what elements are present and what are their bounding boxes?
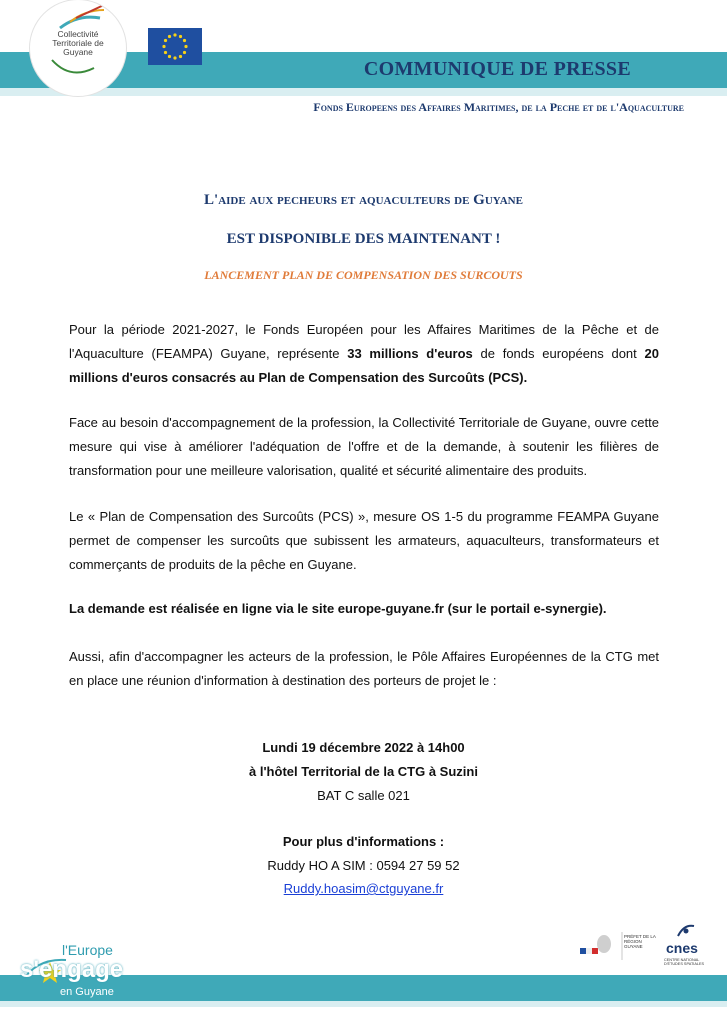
press-release-title: COMMUNIQUE DE PRESSE: [363, 58, 631, 80]
event-room: BAT C salle 021: [317, 788, 410, 803]
fund-subtitle: Fonds Europeens des Affaires Maritimes, de la Peche et de l'Aquaculture: [313, 100, 684, 114]
event-place: à l'hôtel Territorial de la CTG à Suzini: [249, 764, 478, 779]
europe-logo-line3: en Guyane: [60, 986, 114, 998]
cnes-subtitle: CENTRE NATIONAL D'ÉTUDES SPATIALES: [664, 958, 705, 966]
main-heading: L'aide aux pecheurs et aquaculteurs de Guyane: [204, 192, 523, 208]
p1-amount-20m: 20 millions d'euros consacrés au Plan de Compensation des Surcoûts (PCS).: [69, 346, 659, 385]
paragraph-measure: Face au besoin d'accompagnement de la profession, la Collectivité Territoriale de Guyane, ouvre cette mesure qui vise à améliorer l'adéquation de l'offre et de la demande, à soutenir les filières de transformation pour une meilleure valorisation, qualité et sécurité alimentaire des produits.: [69, 415, 659, 478]
ctg-logo: [30, 0, 126, 96]
eu-flag-icon: [148, 28, 202, 65]
paragraph-funding: [69, 318, 659, 390]
contact-email-link[interactable]: Ruddy.hoasim@ctguyane.fr: [283, 881, 444, 896]
contact-email-row: [0, 881, 727, 896]
prefet-text: PRÉFET DE LA RÉGION GUYANE: [624, 934, 656, 949]
cnes-swoosh-icon: [676, 922, 696, 940]
event-date: Lundi 19 décembre 2022 à 14h00: [262, 740, 465, 755]
launch-subheading: LANCEMENT PLAN DE COMPENSATION DES SURCOUTS: [204, 268, 523, 282]
europe-logo-line1: l'Europe: [62, 942, 113, 958]
availability-heading: EST DISPONIBLE DES MAINTENANT !: [226, 231, 501, 247]
contact-name-phone: Ruddy HO A SIM : 0594 27 59 52: [267, 858, 460, 873]
paragraph-pcs: Le « Plan de Compensation des Surcoûts (PCS) », mesure OS 1-5 du programme FEAMPA Guyane permet de compenser les surcoûts que subissent les armateurs, aquaculteurs, transformateurs et commerçants de produits de la pêche en Guyane.: [69, 509, 659, 572]
paragraph-meeting: Aussi, afin d'accompagner les acteurs de la profession, le Pôle Affaires Européennes de la CTG met en place une réunion d'information à destination des porteurs de projet le :: [69, 649, 659, 688]
p1-text-c: de fonds européens dont: [472, 346, 645, 361]
cnes-logo: cnes: [666, 940, 698, 956]
paragraph-online-request: La demande est réalisée en ligne via le site europe-guyane.fr (sur le portail e-synergie).: [69, 601, 607, 616]
p1-text-a: Pour la période 2021-2027, le Fonds Européen pour les Affaires Maritimes de la Pêche et de l'Aquaculture (FEAMPA) Guyane, représente: [69, 322, 659, 361]
europe-logo-line2: s'engage: [20, 956, 124, 983]
contact-label: Pour plus d'informations :: [282, 834, 445, 849]
ctg-logo-text: Collectivité Territoriale de Guyane: [52, 29, 104, 57]
p1-amount-33m: 33 millions d'euros: [347, 346, 473, 361]
